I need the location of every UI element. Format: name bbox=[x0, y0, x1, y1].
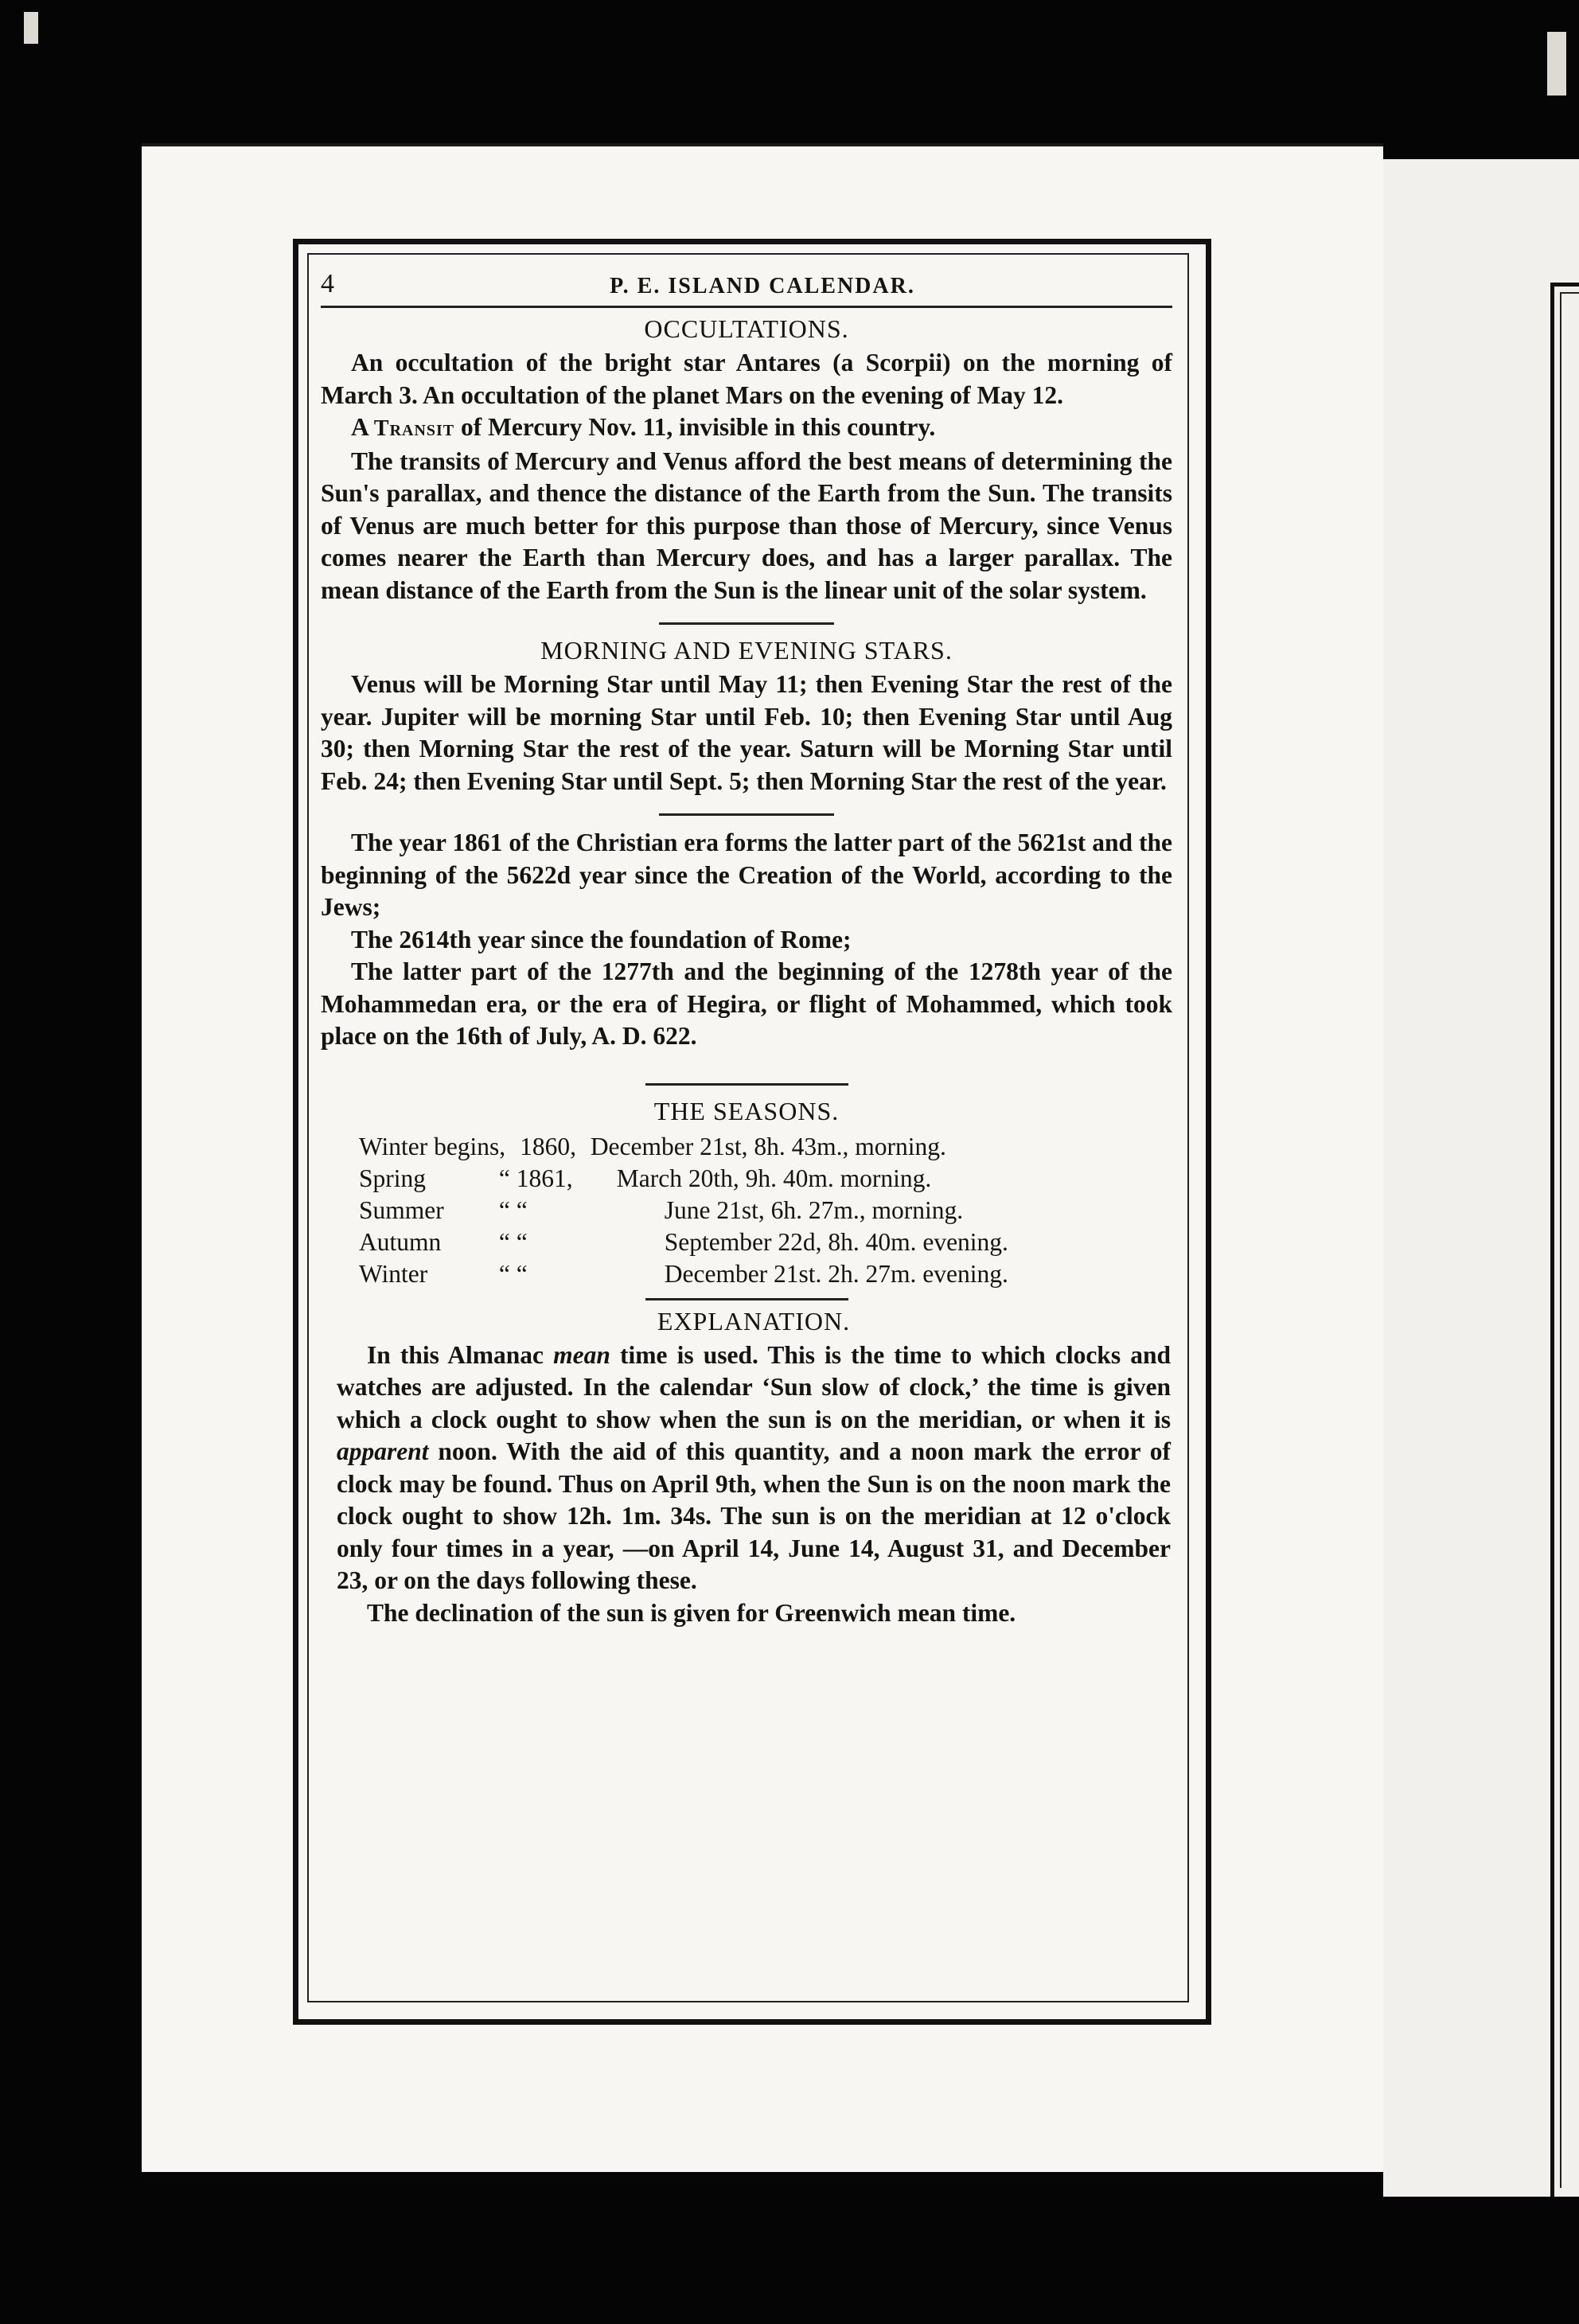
seasons-table bbox=[359, 1131, 1172, 1290]
transit-text: of Mercury Nov. 11, invisible in this country. bbox=[454, 413, 936, 441]
season-detail: June 21st, 6h. 27m., morning. bbox=[664, 1195, 964, 1224]
transit-prefix: A bbox=[351, 413, 374, 441]
stars-section bbox=[321, 636, 1172, 797]
section-divider bbox=[659, 813, 834, 816]
hegira-paragraph: The latter part of the 1277th and the beginning of the 1278th year of the Mohammedan era, or the era of Hegira, or flight of Mohammed, which took place on the 16th of July, A. D. 622. bbox=[321, 957, 1172, 1050]
page-title: P. E. ISLAND CALENDAR. bbox=[610, 274, 915, 298]
season-detail: December 21st. 2h. 27m. evening. bbox=[664, 1259, 1008, 1288]
scan-speck bbox=[1547, 32, 1566, 96]
explanation-text-a: In this Almanac bbox=[367, 1340, 554, 1369]
page-number: 4 bbox=[321, 269, 334, 298]
era-section bbox=[321, 827, 1172, 1053]
apparent-emphasis: apparent bbox=[337, 1437, 429, 1465]
rome-paragraph: The 2614th year since the foundation of Rome; bbox=[351, 925, 852, 953]
stars-heading: MORNING AND EVENING STARS. bbox=[540, 636, 953, 665]
season-year: “ “ bbox=[498, 1259, 528, 1288]
occultations-paragraph: An occultation of the bright star Antares (a Scorpii) on the morning of March 3. An occultation of the planet Mars on the evening of May 12. bbox=[321, 349, 1172, 409]
season-detail: March 20th, 9h. 40m. morning. bbox=[616, 1164, 932, 1192]
page-right-edge bbox=[1383, 159, 1579, 2197]
season-name: Winter bbox=[359, 1259, 428, 1288]
transits-paragraph: The transits of Mercury and Venus afford the best means of determining the Sun's parallax, and thence the distance of the Earth from the Sun. The transits of Venus are much better for this purpose than those of Mercury, since Venus comes nearer the Earth than Mercury does, and has a larger parallax. The mean distance of the Earth from the Sun is the linear unit of the solar system. bbox=[321, 446, 1172, 604]
running-head bbox=[321, 264, 1172, 308]
occultations-heading: OCCULTATIONS. bbox=[644, 314, 849, 343]
season-row bbox=[359, 1163, 1172, 1195]
explanation-paragraph bbox=[337, 1339, 1171, 1597]
transit-word: Transit bbox=[373, 416, 455, 441]
season-year: 1860, bbox=[520, 1132, 576, 1160]
explanation-heading: EXPLANATION. bbox=[657, 1306, 851, 1336]
season-row bbox=[359, 1195, 1172, 1226]
occultations-section bbox=[321, 314, 1172, 606]
scan-speck bbox=[24, 12, 38, 44]
seasons-heading: THE SEASONS. bbox=[653, 1096, 840, 1125]
page-content bbox=[321, 264, 1172, 1629]
season-row bbox=[359, 1131, 1172, 1163]
season-detail: September 22d, 8h. 40m. evening. bbox=[664, 1227, 1008, 1256]
right-page-inner-frame bbox=[1560, 292, 1579, 2188]
season-row bbox=[359, 1226, 1172, 1258]
declination-paragraph: The declination of the sun is given for Greenwich mean time. bbox=[367, 1598, 1016, 1627]
christian-era-paragraph: The year 1861 of the Christian era forms the latter part of the 5621st and the beginning of the 5622d year since the Creation of the World, according to the Jews; bbox=[321, 829, 1172, 921]
mean-emphasis: mean bbox=[553, 1340, 610, 1369]
stars-paragraph: Venus will be Morning Star until May 11; then Evening Star the rest of the year. Jupiter will be morning Star until Feb. 10; then Evening Star until Aug 30; then Morning Star the rest of the year. Saturn will be Morning Star until Feb. 24; then Evening Star until Sept. 5; then Morning Star the rest of the year. bbox=[321, 670, 1172, 795]
season-year: “ “ bbox=[498, 1195, 528, 1224]
season-name: Spring bbox=[359, 1164, 427, 1192]
transit-paragraph bbox=[321, 411, 1172, 446]
section-divider bbox=[645, 1083, 848, 1086]
season-year: “ 1861, bbox=[498, 1164, 573, 1192]
season-year: “ “ bbox=[498, 1227, 528, 1256]
section-divider bbox=[659, 622, 834, 625]
seasons-section bbox=[321, 1097, 1172, 1290]
section-divider bbox=[645, 1298, 848, 1300]
season-name: Summer bbox=[359, 1195, 444, 1224]
explanation-text-b: time is used. This is the time to which clocks and watches are adjusted. In the calendar ‘Sun slow of clock,’ the time is given which a clock ought to show when the sun is on the meridian, or when it is bbox=[337, 1340, 1171, 1433]
explanation-text-c: noon. With the aid of this quantity, and a noon mark the error of clock may be found. Thus on April 9th, when the Sun is on the noon mark the clock ought to show 12h. 1m. 34s. The sun is on the meridian at 12 o'clock only four times in a year, —on April 14, June 14, August 31, and December 23, or on the days following these. bbox=[337, 1437, 1171, 1594]
season-detail: December 21st, 8h. 43m., morning. bbox=[590, 1132, 946, 1160]
season-name: Winter begins, bbox=[359, 1132, 506, 1160]
season-name: Autumn bbox=[359, 1227, 442, 1256]
season-row bbox=[359, 1258, 1172, 1290]
explanation-section bbox=[321, 1307, 1172, 1630]
